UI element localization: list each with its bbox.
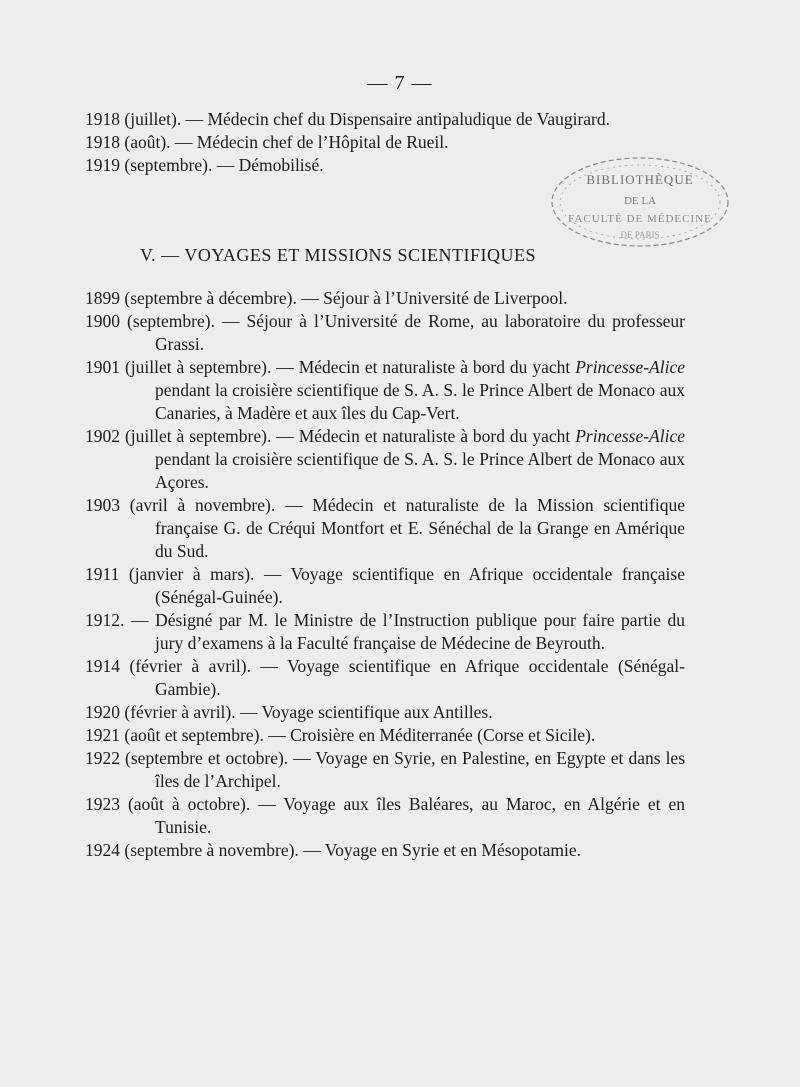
entry-year: 1924 xyxy=(85,840,120,860)
entry-year: 1918 xyxy=(85,109,120,129)
entry-year: 1901 xyxy=(85,357,120,377)
entry-year: 1900 xyxy=(85,311,120,331)
yacht-name: Princesse-Alice xyxy=(575,426,685,446)
entry xyxy=(85,494,685,563)
entry-year: 1922 xyxy=(85,748,120,768)
entry xyxy=(85,287,685,310)
entry-text: (septembre et octobre). — Voyage en Syrie, en Palestine, en Egypte et dans les îles de l’Archipel. xyxy=(125,748,686,791)
svg-text:DE LA: DE LA xyxy=(623,195,657,207)
entry xyxy=(85,724,685,747)
entry-text: (août). — Médecin chef de l’Hôpital de Rueil. xyxy=(124,132,449,152)
entry-text: (août à octobre). — Voyage aux îles Baléares, au Maroc, en Algérie et en Tunisie. xyxy=(127,794,685,837)
yacht-name: Princesse-Alice xyxy=(575,357,685,377)
entry-text: (août et septembre). — Croisière en Méditerranée (Corse et Sicile). xyxy=(124,725,596,745)
entry-year: 1911 xyxy=(85,564,120,584)
entry-text: — Désigné par M. le Ministre de l’Instruction publique pour faire partie du jury d’examens à la Faculté française de Médecine de Beyrouth. xyxy=(130,610,686,653)
entry xyxy=(85,108,685,131)
entry xyxy=(85,563,685,609)
entry-text: (janvier à mars). — Voyage scientifique en Afrique occidentale française (Sénégal-Guinée). xyxy=(128,564,685,607)
entry xyxy=(85,131,685,154)
voyages-list xyxy=(85,287,685,862)
entry-text: (septembre). — Démobilisé. xyxy=(124,155,324,175)
entry-year: 1923 xyxy=(85,794,120,814)
entry xyxy=(85,701,685,724)
entry xyxy=(85,655,685,701)
entry-text: (juillet). — Médecin chef du Dispensaire antipaludique de Vaugirard. xyxy=(124,109,611,129)
entry-year: 1903 xyxy=(85,495,120,515)
entry-text: (février à avril). — Voyage scientifique en Afrique occidentale (Sénégal-Gambie). xyxy=(129,656,685,699)
entry-text: (juillet à septembre). — Médecin et naturaliste à bord du yacht xyxy=(124,426,576,446)
svg-text:BIBLIOTHÈQUE: BIBLIOTHÈQUE xyxy=(586,172,694,187)
entry xyxy=(85,747,685,793)
entry xyxy=(85,356,685,425)
entry xyxy=(85,793,685,839)
entry-year: 1912. xyxy=(85,610,125,630)
entry xyxy=(85,609,685,655)
entry xyxy=(85,425,685,494)
svg-text:FACULTÉ DE MÉDECINE: FACULTÉ DE MÉDECINE xyxy=(568,213,712,225)
entry xyxy=(85,839,685,862)
entry-text: (juillet à septembre). — Médecin et naturaliste à bord du yacht xyxy=(124,357,576,377)
entry-text: pendant la croisière scientifique de S. A. S. le Prince Albert de Monaco aux Canaries, à Madère et aux îles du Cap-Vert. xyxy=(155,380,685,423)
entry-text: (avril à novembre). — Médecin et naturaliste de la Mission scientifique française G. de Créqui Montfort et E. Sénéchal de la Grange en Amérique du Sud. xyxy=(129,495,685,561)
entry-year: 1899 xyxy=(85,288,120,308)
page-number: — 7 — xyxy=(367,72,433,94)
entry-year: 1920 xyxy=(85,702,120,722)
section-heading: V. — VOYAGES ET MISSIONS SCIENTIFIQUES xyxy=(140,245,537,265)
entry-text: (septembre à décembre). — Séjour à l’Université de Liverpool. xyxy=(124,288,568,308)
entry-year: 1921 xyxy=(85,725,120,745)
entry-year: 1914 xyxy=(85,656,120,676)
svg-text:DE PARIS: DE PARIS xyxy=(620,230,660,240)
entry-year: 1919 xyxy=(85,155,120,175)
entry-text: pendant la croisière scientifique de S. A. S. le Prince Albert de Monaco aux Açores. xyxy=(155,449,685,492)
entry-year: 1918 xyxy=(85,132,120,152)
entry-text: (septembre à novembre). — Voyage en Syrie et en Mésopotamie. xyxy=(124,840,582,860)
entry-text: (février à avril). — Voyage scientifique aux Antilles. xyxy=(124,702,493,722)
entry-text: (septembre). — Séjour à l’Université de Rome, au laboratoire du professeur Grassi. xyxy=(127,311,685,354)
entry-year: 1902 xyxy=(85,426,120,446)
library-stamp xyxy=(548,152,733,257)
entry xyxy=(85,310,685,356)
